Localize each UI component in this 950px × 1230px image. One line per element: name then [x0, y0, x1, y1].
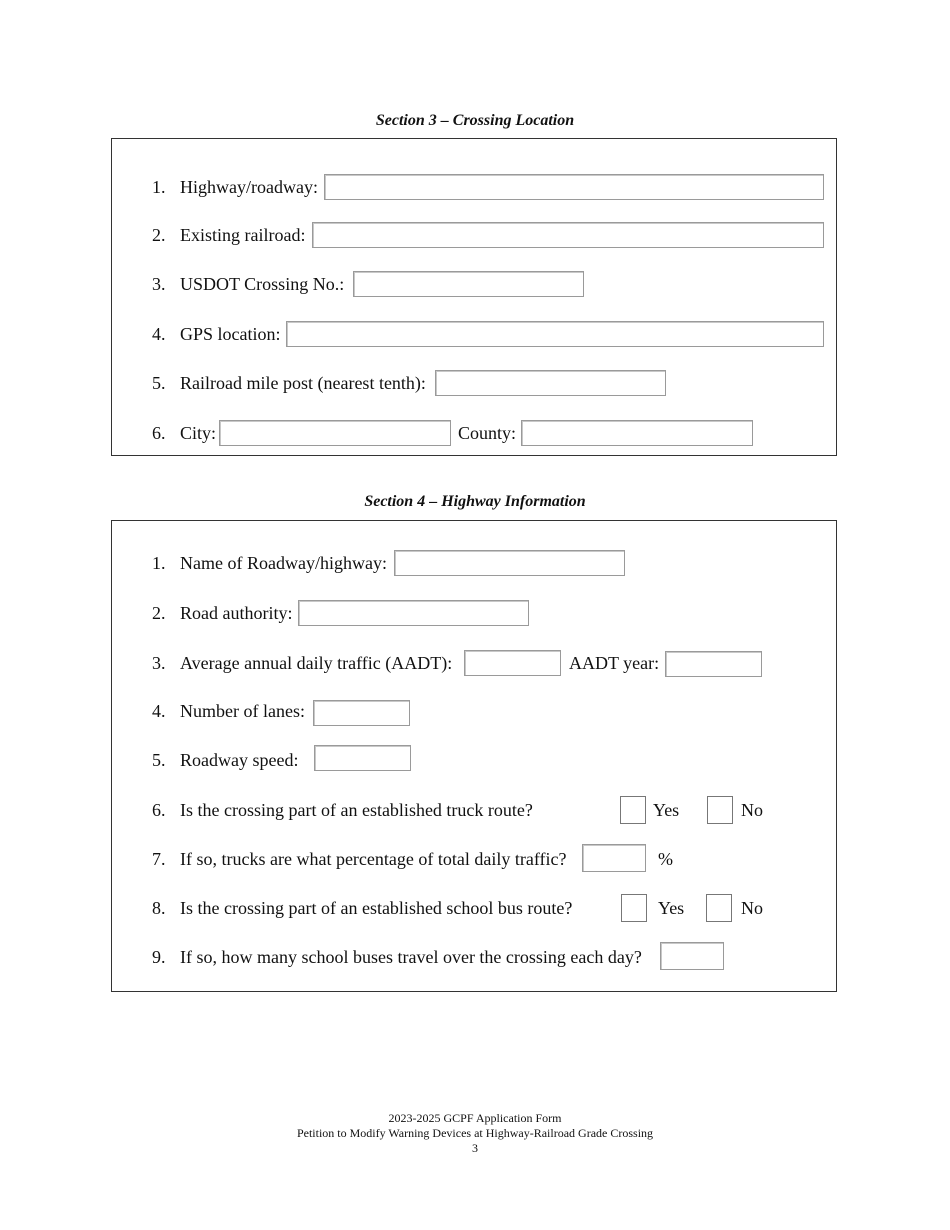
milepost-input[interactable]	[435, 370, 666, 396]
truck-route-no-label: No	[741, 799, 763, 820]
footer-form-name: 2023-2025 GCPF Application Form	[388, 1111, 562, 1125]
item-number: 1.	[152, 552, 166, 573]
item-number: 5.	[152, 749, 166, 770]
gps-label: GPS location:	[180, 323, 281, 344]
school-bus-count-input[interactable]	[660, 942, 724, 970]
footer-form-description: Petition to Modify Warning Devices at Highway-Railroad Grade Crossing	[296, 1126, 654, 1140]
highway-input[interactable]	[324, 174, 824, 200]
item-number: 8.	[152, 897, 166, 918]
railroad-label: Existing railroad:	[180, 224, 306, 245]
section-4-title: Section 4 – Highway Information	[364, 493, 586, 510]
city-input[interactable]	[219, 420, 451, 446]
road-authority-input[interactable]	[298, 600, 529, 626]
item-number: 1.	[152, 176, 166, 197]
item-number: 2.	[152, 602, 166, 623]
item-number: 9.	[152, 946, 166, 967]
city-label: City:	[180, 422, 217, 443]
truck-route-yes-checkbox[interactable]	[620, 796, 646, 824]
county-label: County:	[458, 422, 517, 443]
speed-input[interactable]	[314, 745, 411, 771]
milepost-label: Railroad mile post (nearest tenth):	[180, 372, 426, 393]
highway-label: Highway/roadway:	[180, 176, 318, 197]
item-number: 5.	[152, 372, 166, 393]
item-number: 6.	[152, 799, 166, 820]
speed-label: Roadway speed:	[180, 749, 299, 770]
page-number: 3	[472, 1141, 478, 1155]
section-3-title: Section 3 – Crossing Location	[375, 112, 575, 129]
item-number: 3.	[152, 273, 166, 294]
school-bus-count-label: If so, how many school buses travel over the crossing each day?	[180, 946, 642, 967]
usdot-input[interactable]	[353, 271, 584, 297]
footer	[0, 1111, 950, 1156]
item-number: 4.	[152, 323, 166, 344]
item-number: 7.	[152, 848, 166, 869]
aadt-label: Average annual daily traffic (AADT):	[180, 652, 453, 673]
school-bus-no-checkbox[interactable]	[706, 894, 732, 922]
percent-unit: %	[658, 848, 673, 869]
usdot-label: USDOT Crossing No.:	[180, 273, 345, 294]
item-number: 3.	[152, 652, 166, 673]
roadway-name-label: Name of Roadway/highway:	[180, 552, 387, 573]
lanes-input[interactable]	[313, 700, 410, 726]
county-input[interactable]	[521, 420, 753, 446]
section-3-box	[111, 138, 837, 456]
truck-route-label: Is the crossing part of an established truck route?	[180, 799, 533, 820]
aadt-year-label: AADT year:	[569, 652, 660, 673]
school-bus-route-label: Is the crossing part of an established school bus route?	[180, 897, 573, 918]
truck-route-no-checkbox[interactable]	[707, 796, 733, 824]
school-bus-no-label: No	[741, 897, 763, 918]
railroad-input[interactable]	[312, 222, 824, 248]
truck-route-yes-label: Yes	[653, 799, 680, 820]
aadt-year-input[interactable]	[665, 651, 762, 677]
lanes-label: Number of lanes:	[180, 700, 305, 721]
item-number: 2.	[152, 224, 166, 245]
item-number: 4.	[152, 700, 166, 721]
section-4-box	[111, 520, 837, 992]
school-bus-yes-checkbox[interactable]	[621, 894, 647, 922]
school-bus-yes-label: Yes	[658, 897, 685, 918]
aadt-input[interactable]	[464, 650, 561, 676]
roadway-name-input[interactable]	[394, 550, 625, 576]
truck-percentage-label: If so, trucks are what percentage of total daily traffic?	[180, 848, 567, 869]
truck-percentage-input[interactable]	[582, 844, 646, 872]
road-authority-label: Road authority:	[180, 602, 293, 623]
item-number: 6.	[152, 422, 166, 443]
gps-input[interactable]	[286, 321, 824, 347]
